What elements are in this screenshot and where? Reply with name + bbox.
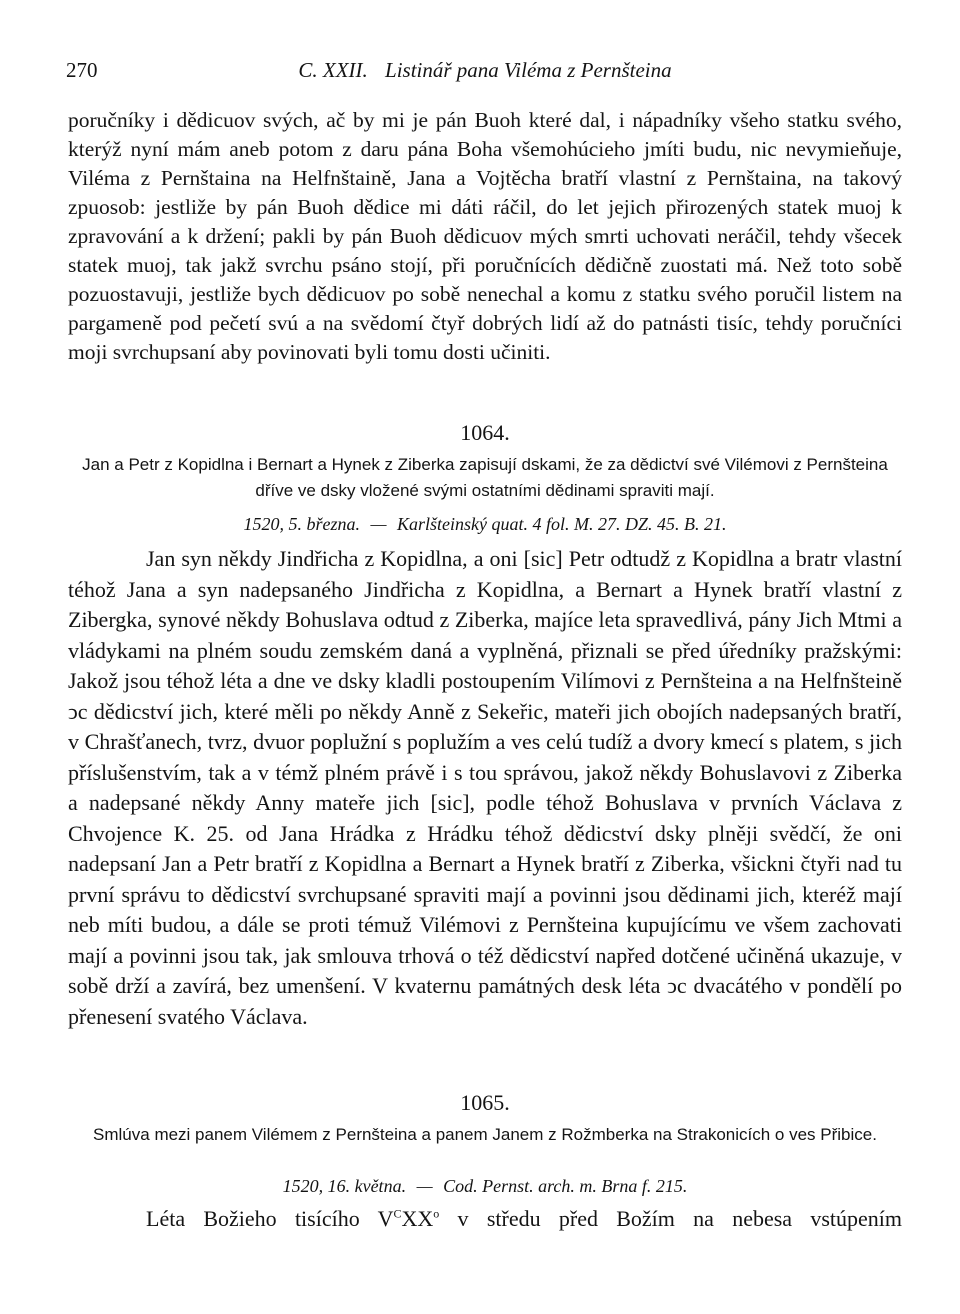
chapter-label: C. XXII. xyxy=(298,58,368,82)
entry-date-1064: 1520, 5. března. xyxy=(243,514,360,534)
entry-text-1065 xyxy=(68,1204,902,1234)
entry-summary-1064: Jan a Petr z Kopidlna i Bernart a Hynek z Ziberka zapisují dskami, že za dědictví své Vilémovi z Pernšteina dříve ve dsky vložené svými ostatními dědinami spraviti mají. xyxy=(82,455,888,500)
citation-dash: — xyxy=(416,1176,433,1196)
entry-number-1065: 1065. xyxy=(460,1090,510,1115)
entry-number-1064: 1064. xyxy=(460,420,510,445)
entry-text-1064: Jan syn někdy Jindřicha z Kopidlna, a oni [sic] Petr odtudž z Kopidlna a bratr vlastní téhož Jana a syn nadepsaného Jindřicha z Kopidlna, a Bernart a Hynek bratří vlastní z Zibergka, synové někdy Bohuslava odtud z Ziberka, majíce leta spravedlivá, pány Jich Mtmi a vládykami na plném soudu zemském daná a vyplněná, přiznali se před úředníky pražskými: Jakož jsou téhož léta a dne ve dsky kladli postoupením Vilímovi z Pernšteina a na Helfnšteině ↄc dědicství jich, které měli po někdy Anně z Sekeřic, mateři jich obojích nadepsaných bratří, v Chrašťanech, tvrz, dvuor poplužní s poplužím a ves celú tudíž a dvory kmecí s platem, s jich příslušenstvím, tak a v témž plném právě i s tou správou, jakož někdy Bohuslavovi z Ziberka a nadepsané někdy Anny mateře jich [sic], podle téhož Bohuslava v prvních Václava z Chvojence K. 25. od Jana Hrádka z Hrádku téhož dědicství dsky plněji svědčí, že oni nadepsaní Jan a Petr bratří z Kopidlna a Bernart a Hynek bratří z Ziberka, všickni čtyři nad tu první správu to dědicství svrchupsané spraviti mají a povinni jsou dědinami jich, kteréž mají neb míti budou, a dále se proti témuž Vilémovi z Pernšteina kupujícímu ve všem zachovati mají a povinni jsou tak, jak smlouva trhová o též dědicství napřed dotčené učiněná ukazuje, v sobě drží a zavírá, bez umenšení. V kvaternu památných desk léta ↄc dvacátého v pondělí po přenesení svatého Václava. xyxy=(68,546,902,1029)
entry-summary-1065: Smlúva mezi panem Vilémem z Pernšteina a panem Janem z Rožmberka na Strakonicích o ves Přibice. xyxy=(93,1125,877,1144)
entry-text-1065-start: Léta Božieho tisícího V xyxy=(146,1206,394,1231)
entry-text-1065-end: v středu před Božím na nebesa vstúpením xyxy=(439,1206,902,1231)
entry-source-1064: Karlšteinský quat. 4 fol. M. 27. DZ. 45. B. 21. xyxy=(397,514,727,534)
entry-text-1065-mid: XX xyxy=(401,1206,434,1231)
entry-source-1065: Cod. Pernst. arch. m. Brna f. 215. xyxy=(443,1176,688,1196)
entry-date-1065: 1520, 16. května. xyxy=(282,1176,407,1196)
entry-citation-1064 xyxy=(68,512,902,536)
superscript-o: o xyxy=(433,1206,440,1221)
citation-dash: — xyxy=(370,514,387,534)
opening-paragraph: poručníky i dědicuov svých, ač by mi je pán Buoh které dal, i nápadníky všeho statku svého, kterýž nyní mám aneb potom z daru pána Boha všemohúcieho jmíti budu, nic nevymieňuje, Viléma z Pernštaina na Helfnštaině, Jana a Vojtěcha bratří vlastní z Pernštaina, na takový zpuosob: jestliže by pán Buoh dědice mi dáti ráčil, do let jejich přirozených statek muoj k zpravování a k držení; pakli by pán Buoh dědicuov mých smrti uchovati neráčil, tehdy všecek statek muoj, tak jakž svrchu psáno stojí, při poručnících dědičně zuostati má. Než toto sobě pozuostavuji, jestliže bych dědicuov po sobě nenechal a komu z statku svého poručil listem na pargameně pod pečetí svú a na svědomí čtyř dobrých lidí až do patnásti tisíc, tehdy poručníci moji svrchupsaní aby povinovati byli tomu dosti učiniti. xyxy=(68,108,902,364)
entry-citation-1065 xyxy=(68,1174,902,1198)
superscript-c: C xyxy=(393,1206,402,1221)
running-title xyxy=(68,58,902,83)
document-title: Listinář pana Viléma z Pernšteina xyxy=(385,58,672,82)
page-header xyxy=(68,58,902,86)
page-number: 270 xyxy=(66,58,98,82)
document-page xyxy=(68,0,902,1314)
